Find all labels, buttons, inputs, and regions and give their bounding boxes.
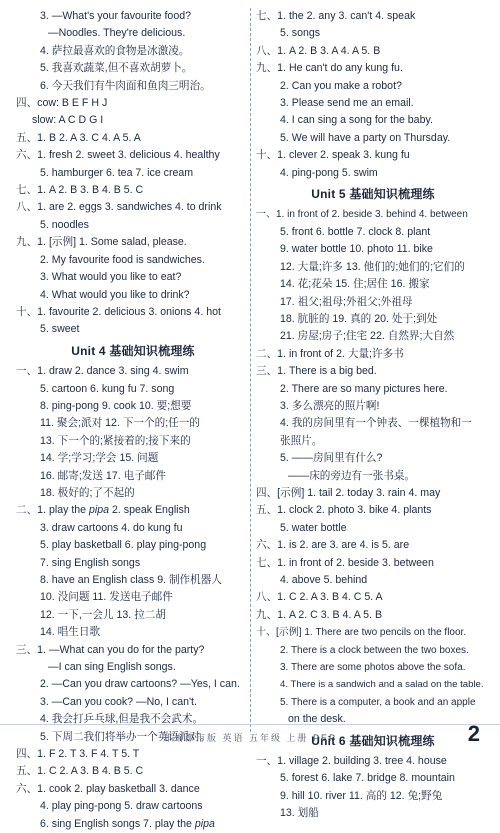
answer-line: 九、1. [示例] 1. Some salad, please. [16, 236, 187, 249]
page-footer [0, 721, 500, 752]
answer-line: 9. hill 10. river 11. 高的 12. 兔;野兔 [280, 789, 443, 802]
answer-line: 七、1. in front of 2. beside 3. between [256, 556, 434, 569]
answer-line: 4. above 5. behind [280, 574, 368, 586]
answer-line: 3. There are some photos above the sofa. [280, 662, 466, 674]
answer-line: 张照片。 [280, 434, 323, 447]
answer-line: 九、1. He can't do any kung fu. [256, 62, 403, 75]
answer-line: slow: A C D G I [32, 114, 104, 127]
answer-line: 3. draw cartoons 4. do kung fu [40, 521, 183, 534]
answer-line: 八、1. C 2. A 3. B 4. C 5. A [256, 591, 383, 604]
answer-line: 8. have an English class 9. 制作机器人 [40, 574, 222, 586]
answer-line: 二、1. in front of 2. 大量;许多书 [256, 347, 404, 360]
answer-line: 五、1. B 2. A 3. C 4. A 5. A [16, 131, 141, 144]
answer-line: 5. front 6. bottle 7. clock 8. plant [280, 225, 431, 238]
answer-line: 13. 下一个的;紧接着的;接下来的 [40, 434, 191, 447]
answer-line: 一、1. village 2. building 3. tree 4. house [256, 755, 447, 768]
answer-line: 4. 我的房间里有一个钟表、一棵植物和一 [280, 417, 472, 430]
answer-line: 2. —Can you draw cartoons? —Yes, I can. [40, 678, 240, 691]
answer-line: 4. ping-pong 5. swim [280, 166, 378, 179]
answer-line: 3. —Can you cook? —No, I can't. [40, 695, 197, 708]
left-column [16, 8, 250, 833]
answer-line: 八、1. A 2. B 3. A 4. A 5. B [256, 44, 381, 57]
answer-line: 四、1. F 2. T 3. F 4. T 5. T [16, 748, 140, 761]
answer-line: 三、1. There is a big bed. [256, 365, 377, 378]
answer-line: on the desk. [288, 713, 346, 726]
answer-line: 14. 学;学习;学会 15. 问题 [40, 452, 159, 465]
answer-line: 一、1. in front of 2. beside 3. behind 4. between [256, 209, 468, 221]
footer-text: 郑州都市版 英语 五年级 上册 PEP [162, 733, 337, 743]
answer-line: 4. 我会打乒乓球,但是我不会武术。 [40, 713, 204, 726]
answer-line: 2. My favourite food is sandwiches. [40, 253, 205, 266]
answer-line: 14. 唱生日歌 [40, 626, 101, 639]
answer-line: 5. We will have a party on Thursday. [280, 131, 451, 144]
answer-line: 5. There is a computer, a book and an apple [280, 696, 476, 708]
answer-line: 5. forest 6. lake 7. bridge 8. mountain [280, 772, 455, 785]
answer-line: 5. songs [280, 27, 321, 40]
answer-text: 6. sing English songs 7. play the [40, 817, 195, 830]
answer-line: 十、1. clever 2. speak 3. kung fu [256, 149, 410, 162]
answer-line: 3. —What's your favourite food? [40, 10, 191, 22]
answer-line: 2. There are so many pictures here. [280, 382, 448, 395]
answer-line: 5. cartoon 6. kung fu 7. song [40, 382, 175, 395]
answer-line: 5. sweet [40, 323, 80, 336]
answer-line: 六、1. is 2. are 3. are 4. is 5. are [256, 539, 410, 552]
answer-line: 十、[示例] 1. There are two pencils on the floor. [256, 627, 467, 639]
answer-text: pipa [89, 504, 110, 517]
answer-line: 13. 划船 [280, 807, 319, 820]
answer-line: 5. ——房间里有什么? [280, 452, 383, 465]
answer-line: —Noodles. They're delicious. [48, 27, 186, 40]
answer-line: 5. 我喜欢蔬菜,但不喜欢胡萝卜。 [40, 62, 193, 75]
answer-line: 4. What would you like to drink? [40, 288, 190, 301]
answer-line: 12. 一下,一会儿 13. 拉二胡 [40, 608, 166, 621]
answer-line: 12. 大量;许多 13. 他们的;她们的;它们的 [280, 260, 465, 273]
answer-line: 18. 肮脏的 19. 真的 20. 处于;到处 [280, 312, 438, 325]
answer-line: 5. 下周二我们将举办一个英语派对。 [40, 730, 211, 743]
answer-line: 8. ping-pong 9. cook 10. 要;想要 [40, 399, 192, 412]
answer-line: 四、cow: B E F H J [16, 97, 108, 110]
answer-line: 4. 萨拉最喜欢的食物是冰激凌。 [40, 44, 190, 57]
answer-line: 14. 花;花朵 15. 住;居住 16. 搬家 [280, 278, 430, 291]
answer-line [16, 816, 250, 833]
answer-line: 3. Please send me an email. [280, 97, 414, 110]
answer-line: 五、1. clock 2. photo 3. bike 4. plants [256, 504, 432, 517]
answer-line: 十、1. favourite 2. delicious 3. onions 4. hot [16, 305, 221, 318]
column-divider [250, 8, 251, 732]
answer-line: 3. 多么漂亮的照片啊! [280, 399, 380, 412]
right-column [256, 8, 490, 823]
page-number: 2 [467, 721, 480, 746]
unit5-heading: Unit 5 基础知识梳理练 [311, 187, 435, 202]
answer-line: 18. 极好的;了不起的 [40, 486, 135, 499]
answer-line: 11. 聚会;派对 12. 下一个的;任一的 [40, 417, 200, 430]
unit6-heading: Unit 6 基础知识梳理练 [311, 733, 435, 748]
answer-line: 5. hamburger 6. tea 7. ice cream [40, 166, 194, 179]
answer-line: 7. sing English songs [40, 556, 141, 569]
answer-line: 17. 祖父;祖母;外祖父;外祖母 [280, 295, 413, 308]
answer-line: 10. 没问题 11. 发送电子邮件 [40, 591, 173, 604]
answer-text: 2. speak English [109, 504, 190, 517]
answer-line: 6. 今天我们有牛肉面和鱼肉三明治。 [40, 79, 211, 92]
answer-line: 9. water bottle 10. photo 11. bike [280, 243, 433, 256]
answer-text: pipa [194, 817, 215, 830]
answer-line [16, 502, 250, 519]
answer-line: 2. Can you make a robot? [280, 79, 402, 92]
answer-line: 七、1. the 2. any 3. can't 4. speak [256, 10, 416, 22]
answer-line: 八、1. are 2. eggs 3. sandwiches 4. to drink [16, 201, 222, 214]
unit4-heading: Unit 4 基础知识梳理练 [71, 343, 195, 358]
answer-line: 四、[示例] 1. tail 2. today 3. rain 4. may [256, 486, 441, 499]
answer-line: 六、1. cook 2. play basketball 3. dance [16, 782, 200, 795]
answer-line: 5. noodles [40, 218, 89, 231]
answer-line: 5. play basketball 6. play ping-pong [40, 539, 207, 552]
answer-line: —I can sing English songs. [48, 661, 176, 674]
answer-line: 4. I can sing a song for the baby. [280, 114, 433, 127]
answer-line: 2. There is a clock between the two boxes. [280, 644, 469, 656]
answer-line: 4. play ping-pong 5. draw cartoons [40, 800, 203, 813]
answer-line: 16. 邮寄;发送 17. 电子邮件 [40, 469, 166, 482]
answer-line: 5. water bottle [280, 521, 347, 534]
answer-line: 4. There is a sandwich and a salad on the table. [280, 679, 484, 691]
answer-line: 21. 房屋;房子;住宅 22. 自然界;大自然 [280, 330, 455, 343]
answer-line: 六、1. fresh 2. sweet 3. delicious 4. healthy [16, 149, 220, 162]
answer-text: 二、1. play the [16, 504, 90, 517]
answer-line: 九、1. A 2. C 3. B 4. A 5. B [256, 608, 383, 621]
answer-line: 一、1. draw 2. dance 3. sing 4. swim [16, 365, 189, 378]
answer-line: 五、1. C 2. A 3. B 4. B 5. C [16, 765, 144, 778]
answer-line: 七、1. A 2. B 3. B 4. B 5. C [16, 184, 144, 197]
answer-line: 3. What would you like to eat? [40, 271, 182, 284]
answer-line: 三、1. —What can you do for the party? [16, 643, 205, 656]
answer-line: ——床的旁边有一张书桌。 [288, 469, 416, 482]
